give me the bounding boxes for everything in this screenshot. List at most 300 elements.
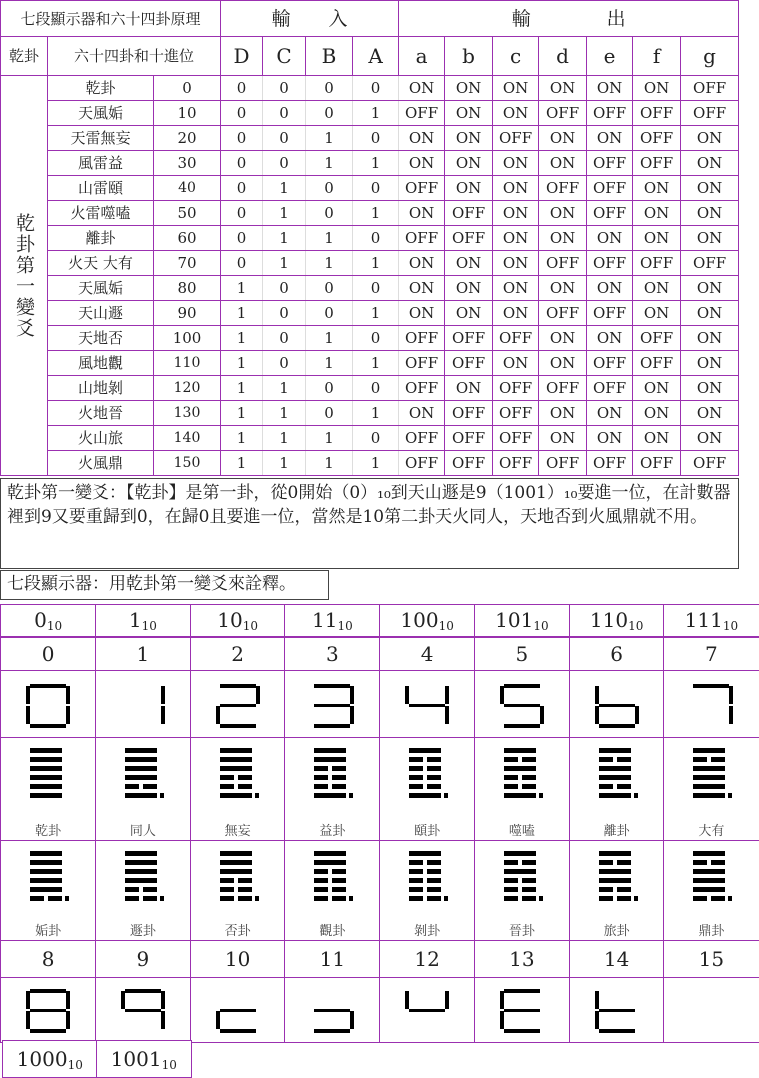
segment-d — [220, 1029, 256, 1033]
digit-label — [474, 637, 570, 672]
segment-b — [350, 686, 354, 704]
yin-line — [238, 775, 252, 780]
output-state: OFF — [539, 176, 587, 201]
input-bit: 1 — [306, 451, 353, 476]
output-state: OFF — [633, 351, 681, 376]
output-col-header: a — [399, 37, 445, 76]
yin-line — [617, 896, 631, 901]
segment-a — [693, 684, 729, 688]
hexagram-icon — [405, 746, 449, 802]
yang-line — [314, 793, 346, 798]
seven-segment-display — [284, 670, 380, 739]
truth-table — [0, 0, 739, 476]
input-bit: 1 — [221, 276, 263, 301]
yin-line — [125, 887, 139, 892]
yang-line — [220, 757, 252, 762]
output-state: ON — [587, 276, 633, 301]
segment-c — [350, 706, 354, 724]
seven-segment-icon — [593, 985, 641, 1035]
input-bit: 1 — [353, 251, 399, 276]
hexagram-icon — [121, 849, 165, 905]
yin-line — [522, 887, 536, 892]
input-bit: 1 — [353, 451, 399, 476]
output-state: ON — [681, 176, 739, 201]
output-state: ON — [445, 376, 493, 401]
segment-b — [445, 686, 449, 704]
hexagram-name: 天山遯 — [48, 301, 154, 326]
hexagram-name: 風雷益 — [48, 151, 154, 176]
hexagram-icon — [216, 849, 260, 905]
hexagram-icon — [310, 849, 354, 905]
decimal-value: 10 — [154, 101, 221, 126]
output-state: ON — [493, 101, 539, 126]
hexagram-cell — [95, 737, 191, 842]
name-header: 六十四卦和十進位 — [48, 37, 221, 76]
yang-line — [220, 851, 252, 856]
yin-line — [599, 757, 613, 762]
output-state: ON — [399, 301, 445, 326]
output-state: ON — [493, 251, 539, 276]
decimal-value: 30 — [154, 151, 221, 176]
decimal-value: 40 — [154, 176, 221, 201]
seven-segment-display — [663, 977, 759, 1043]
yin-line — [504, 784, 518, 789]
table-row — [1, 226, 739, 251]
output-state: ON — [493, 176, 539, 201]
decimal-value: 120 — [154, 376, 221, 401]
yin-line — [332, 887, 346, 892]
yang-line — [504, 851, 536, 856]
table-row — [1, 201, 739, 226]
output-state: OFF — [587, 251, 633, 276]
yang-line — [314, 851, 346, 856]
output-state: OFF — [399, 226, 445, 251]
input-bit: 0 — [353, 226, 399, 251]
digit-value: 15 — [698, 947, 725, 971]
segment-f — [500, 991, 504, 1009]
hexagram-name: 風地觀 — [48, 351, 154, 376]
yang-line — [30, 878, 62, 883]
yin-line — [220, 784, 234, 789]
digit-label — [190, 940, 286, 979]
dot-mark — [160, 896, 164, 901]
output-state: ON — [399, 201, 445, 226]
hexagram-label: 姤卦 — [35, 923, 62, 939]
input-bit: 1 — [353, 301, 399, 326]
input-bit: 0 — [353, 176, 399, 201]
seven-segment-display — [474, 670, 570, 739]
hexagram-name: 火風鼎 — [48, 451, 154, 476]
output-state: OFF — [633, 151, 681, 176]
input-bit: 1 — [221, 401, 263, 426]
segment-b — [256, 686, 260, 704]
seven-segment-icon — [119, 985, 167, 1035]
output-state: OFF — [445, 451, 493, 476]
hexagram-label: 噬嗑 — [508, 823, 535, 839]
yang-line — [504, 748, 536, 753]
input-bit: 0 — [221, 76, 263, 101]
binary-label — [569, 604, 665, 637]
hexagram-icon — [595, 746, 639, 802]
yang-line — [220, 869, 252, 874]
table-row — [1, 126, 739, 151]
yang-line — [409, 793, 441, 798]
output-state: ON — [399, 76, 445, 101]
seven-segment-display — [190, 977, 286, 1043]
segment-e — [26, 1011, 30, 1029]
table-row — [1, 351, 739, 376]
hexagram-cell — [474, 737, 570, 842]
digit-label — [474, 940, 570, 979]
table-row — [1, 276, 739, 301]
input-bit: 0 — [306, 301, 353, 326]
hexagram-icon — [310, 746, 354, 802]
input-bit: 0 — [353, 426, 399, 451]
input-bit: 1 — [263, 226, 306, 251]
yang-line — [693, 766, 725, 771]
dot-mark — [444, 896, 448, 901]
hexagram-name: 天雷無妄 — [48, 126, 154, 151]
dot-mark — [539, 896, 543, 901]
input-bit: 0 — [263, 126, 306, 151]
digit-label — [95, 940, 191, 979]
decimal-value: 80 — [154, 276, 221, 301]
yang-line — [125, 793, 157, 798]
digit-value: 13 — [509, 947, 535, 971]
output-state: ON — [633, 426, 681, 451]
digit-label — [190, 637, 286, 672]
input-bit: 0 — [353, 376, 399, 401]
segment-e — [595, 706, 599, 724]
output-col-header: c — [493, 37, 539, 76]
segment-b — [445, 991, 449, 1009]
table-row — [1, 151, 739, 176]
input-bit: 1 — [306, 226, 353, 251]
digit-value: 8 — [41, 947, 55, 971]
binary-value: 10 — [217, 608, 243, 632]
output-state: ON — [445, 176, 493, 201]
hexagram-name: 山雷頤 — [48, 176, 154, 201]
yin-line — [409, 757, 423, 762]
output-state: OFF — [493, 401, 539, 426]
seven-segment-display — [569, 670, 665, 739]
yin-line — [522, 860, 536, 865]
binary-value: 1001 — [110, 1047, 162, 1071]
yang-line — [220, 793, 252, 798]
base-subscript: 10 — [46, 619, 63, 633]
segment-e — [216, 706, 220, 724]
segment-c — [729, 706, 733, 724]
table-row — [1, 301, 739, 326]
yang-line — [30, 766, 62, 771]
yang-line — [599, 878, 631, 883]
yin-line — [427, 869, 441, 874]
yin-line — [125, 784, 139, 789]
output-state: OFF — [493, 326, 539, 351]
segment-f — [405, 991, 409, 1009]
seven-segment-display — [379, 670, 475, 739]
yin-line — [143, 784, 157, 789]
dot-mark — [255, 896, 259, 901]
segment-c — [66, 1011, 70, 1029]
digit-value: 4 — [420, 642, 434, 666]
yin-line — [427, 860, 441, 865]
input-bit: 1 — [221, 376, 263, 401]
hexagram-icon — [26, 849, 70, 905]
yang-line — [30, 851, 62, 856]
digit-label — [0, 940, 96, 979]
yin-line — [522, 878, 536, 883]
output-state: ON — [633, 201, 681, 226]
output-state: OFF — [445, 226, 493, 251]
output-state: ON — [493, 76, 539, 101]
output-state: ON — [587, 76, 633, 101]
binary-label — [663, 604, 759, 637]
input-bit: 0 — [221, 201, 263, 226]
output-state: OFF — [399, 326, 445, 351]
segment-a — [220, 684, 256, 688]
seven-segment-icon — [24, 680, 72, 730]
yin-line — [522, 896, 536, 901]
output-state: ON — [539, 276, 587, 301]
binary-label — [2, 1040, 98, 1078]
output-state: ON — [539, 326, 587, 351]
yin-line — [220, 887, 234, 892]
yin-line — [504, 860, 518, 865]
segment-d — [314, 1029, 350, 1033]
output-state: ON — [681, 301, 739, 326]
segment-g — [599, 704, 635, 707]
hexagram-label: 觀卦 — [319, 923, 346, 939]
yang-line — [409, 748, 441, 753]
segment-g — [220, 704, 256, 707]
digit-value: 11 — [319, 947, 346, 971]
input-bit: 0 — [263, 76, 306, 101]
output-state: OFF — [587, 351, 633, 376]
table-row — [1, 376, 739, 401]
segment-g — [314, 704, 350, 707]
digit-value: 9 — [136, 947, 150, 971]
digit-value: 6 — [610, 642, 623, 666]
input-bit: 1 — [353, 201, 399, 226]
output-state: ON — [399, 401, 445, 426]
digit-label — [379, 637, 475, 672]
yin-line — [220, 775, 234, 780]
output-state: OFF — [445, 201, 493, 226]
yin-line — [599, 896, 613, 901]
segment-g — [30, 1009, 66, 1012]
seven-segment-display — [95, 977, 191, 1043]
yin-line — [504, 775, 518, 780]
yin-line — [220, 896, 234, 901]
digit-label — [379, 940, 475, 979]
dot-mark — [539, 793, 543, 798]
hexagram-name: 火地晉 — [48, 401, 154, 426]
segment-e — [595, 1011, 599, 1029]
hexagram-cell — [663, 840, 759, 942]
yin-line — [693, 757, 707, 762]
yang-line — [314, 757, 346, 762]
hexagram-cell — [474, 840, 570, 942]
output-state: OFF — [493, 376, 539, 401]
yin-line — [409, 869, 423, 874]
yin-line — [522, 784, 536, 789]
binary-label — [96, 1040, 192, 1078]
hexagram-cell — [190, 737, 286, 842]
yang-line — [30, 793, 62, 798]
hexagram-name: 離卦 — [48, 226, 154, 251]
seven-segment-display — [0, 977, 96, 1043]
output-state: OFF — [445, 426, 493, 451]
yang-line — [30, 784, 62, 789]
output-state: ON — [681, 276, 739, 301]
yin-line — [314, 869, 328, 874]
yin-line — [238, 887, 252, 892]
hexagram-name: 天地否 — [48, 326, 154, 351]
segment-f — [500, 686, 504, 704]
yin-line — [617, 887, 631, 892]
input-bit: 0 — [221, 176, 263, 201]
yin-line — [711, 860, 725, 865]
yin-line — [125, 896, 139, 901]
output-state: ON — [587, 426, 633, 451]
digit-label — [663, 637, 759, 672]
output-state: ON — [633, 401, 681, 426]
decimal-value: 60 — [154, 226, 221, 251]
input-col-header: C — [263, 37, 306, 76]
yang-line — [125, 860, 157, 865]
output-state: ON — [633, 301, 681, 326]
output-state: ON — [681, 151, 739, 176]
base-subscript: 10 — [438, 619, 454, 633]
table-row — [1, 426, 739, 451]
segment-d — [30, 1029, 66, 1033]
yin-line — [599, 784, 613, 789]
segment-g — [314, 1009, 350, 1012]
segment-c — [635, 706, 639, 724]
yang-line — [314, 748, 346, 753]
hexagram-icon — [405, 849, 449, 905]
yin-line — [504, 896, 518, 901]
digit-label — [569, 940, 665, 979]
input-bit: 0 — [263, 276, 306, 301]
input-bit: 1 — [306, 151, 353, 176]
output-state: OFF — [539, 301, 587, 326]
seven-segment-display — [569, 977, 665, 1043]
yin-line — [238, 878, 252, 883]
yang-line — [693, 887, 725, 892]
output-state: OFF — [681, 76, 739, 101]
yin-line — [314, 784, 328, 789]
output-state: ON — [539, 201, 587, 226]
segment-e — [216, 1011, 220, 1029]
yang-line — [504, 766, 536, 771]
decimal-value: 20 — [154, 126, 221, 151]
yang-line — [125, 851, 157, 856]
digit-value: 3 — [326, 642, 339, 666]
hexagram-cell — [379, 840, 475, 942]
output-header: 輸 出 — [399, 1, 739, 37]
input-bit: 0 — [306, 276, 353, 301]
input-bit: 0 — [221, 126, 263, 151]
yin-line — [409, 887, 423, 892]
yin-line — [314, 887, 328, 892]
seven-segment-icon — [214, 985, 262, 1035]
decimal-value: 140 — [154, 426, 221, 451]
output-state: ON — [445, 151, 493, 176]
output-state: ON — [445, 276, 493, 301]
seven-segment-icon — [593, 680, 641, 730]
seven-segment-icon — [214, 680, 262, 730]
output-state: ON — [681, 201, 739, 226]
hexagram-label: 旅卦 — [603, 923, 630, 939]
segment-a — [314, 684, 350, 688]
seven-segment-icon — [687, 985, 735, 1035]
segment-d — [599, 1029, 635, 1033]
segment-c — [161, 706, 165, 724]
input-bit: 0 — [221, 251, 263, 276]
input-bit: 1 — [263, 451, 306, 476]
hexagram-label: 離卦 — [603, 823, 630, 839]
output-state: OFF — [587, 176, 633, 201]
dot-mark — [160, 793, 164, 798]
yin-line — [314, 878, 328, 883]
table-row — [1, 401, 739, 426]
hexagram-icon — [26, 746, 70, 802]
output-state: OFF — [681, 451, 739, 476]
output-state: OFF — [681, 101, 739, 126]
input-bit: 1 — [263, 176, 306, 201]
yang-line — [220, 766, 252, 771]
seven-segment-icon — [687, 680, 735, 730]
yin-line — [617, 784, 631, 789]
dot-mark — [65, 896, 69, 901]
yang-line — [30, 748, 62, 753]
seven-segment-display — [474, 977, 570, 1043]
segment-c — [161, 1011, 165, 1029]
segment-f — [595, 686, 599, 704]
input-bit: 0 — [263, 151, 306, 176]
segment-b — [729, 686, 733, 704]
segment-d — [504, 724, 540, 728]
explanation-paragraph: 乾卦第一變爻：【乾卦】是第一卦，從0開始（0）₁₀到天山遯是9（1001）₁₀要進一位，在計數器裡到9又要重歸到0，在歸0且要進一位，當然是10第二卦天火同人，天地否到火風鼎就不用。 — [0, 478, 739, 569]
decimal-value: 90 — [154, 301, 221, 326]
base-subscript: 10 — [161, 1058, 177, 1072]
binary-value: 1 — [128, 608, 142, 632]
yang-line — [125, 775, 157, 780]
yin-line — [409, 860, 423, 865]
seven-segment-display — [190, 670, 286, 739]
yin-line — [504, 887, 518, 892]
output-state: ON — [681, 426, 739, 451]
yin-line — [238, 784, 252, 789]
output-state: ON — [587, 126, 633, 151]
input-bit: 1 — [353, 401, 399, 426]
yin-line — [332, 896, 346, 901]
output-state: ON — [539, 151, 587, 176]
segment-c — [540, 706, 544, 724]
binary-value: 0 — [34, 608, 47, 632]
output-state: OFF — [493, 451, 539, 476]
input-bit: 0 — [353, 76, 399, 101]
dot-mark — [634, 793, 638, 798]
hexagram-cell — [284, 737, 380, 842]
yin-line — [427, 784, 441, 789]
digit-label — [284, 637, 380, 672]
digit-label — [95, 637, 191, 672]
segment-f — [26, 991, 30, 1009]
yin-line — [409, 775, 423, 780]
